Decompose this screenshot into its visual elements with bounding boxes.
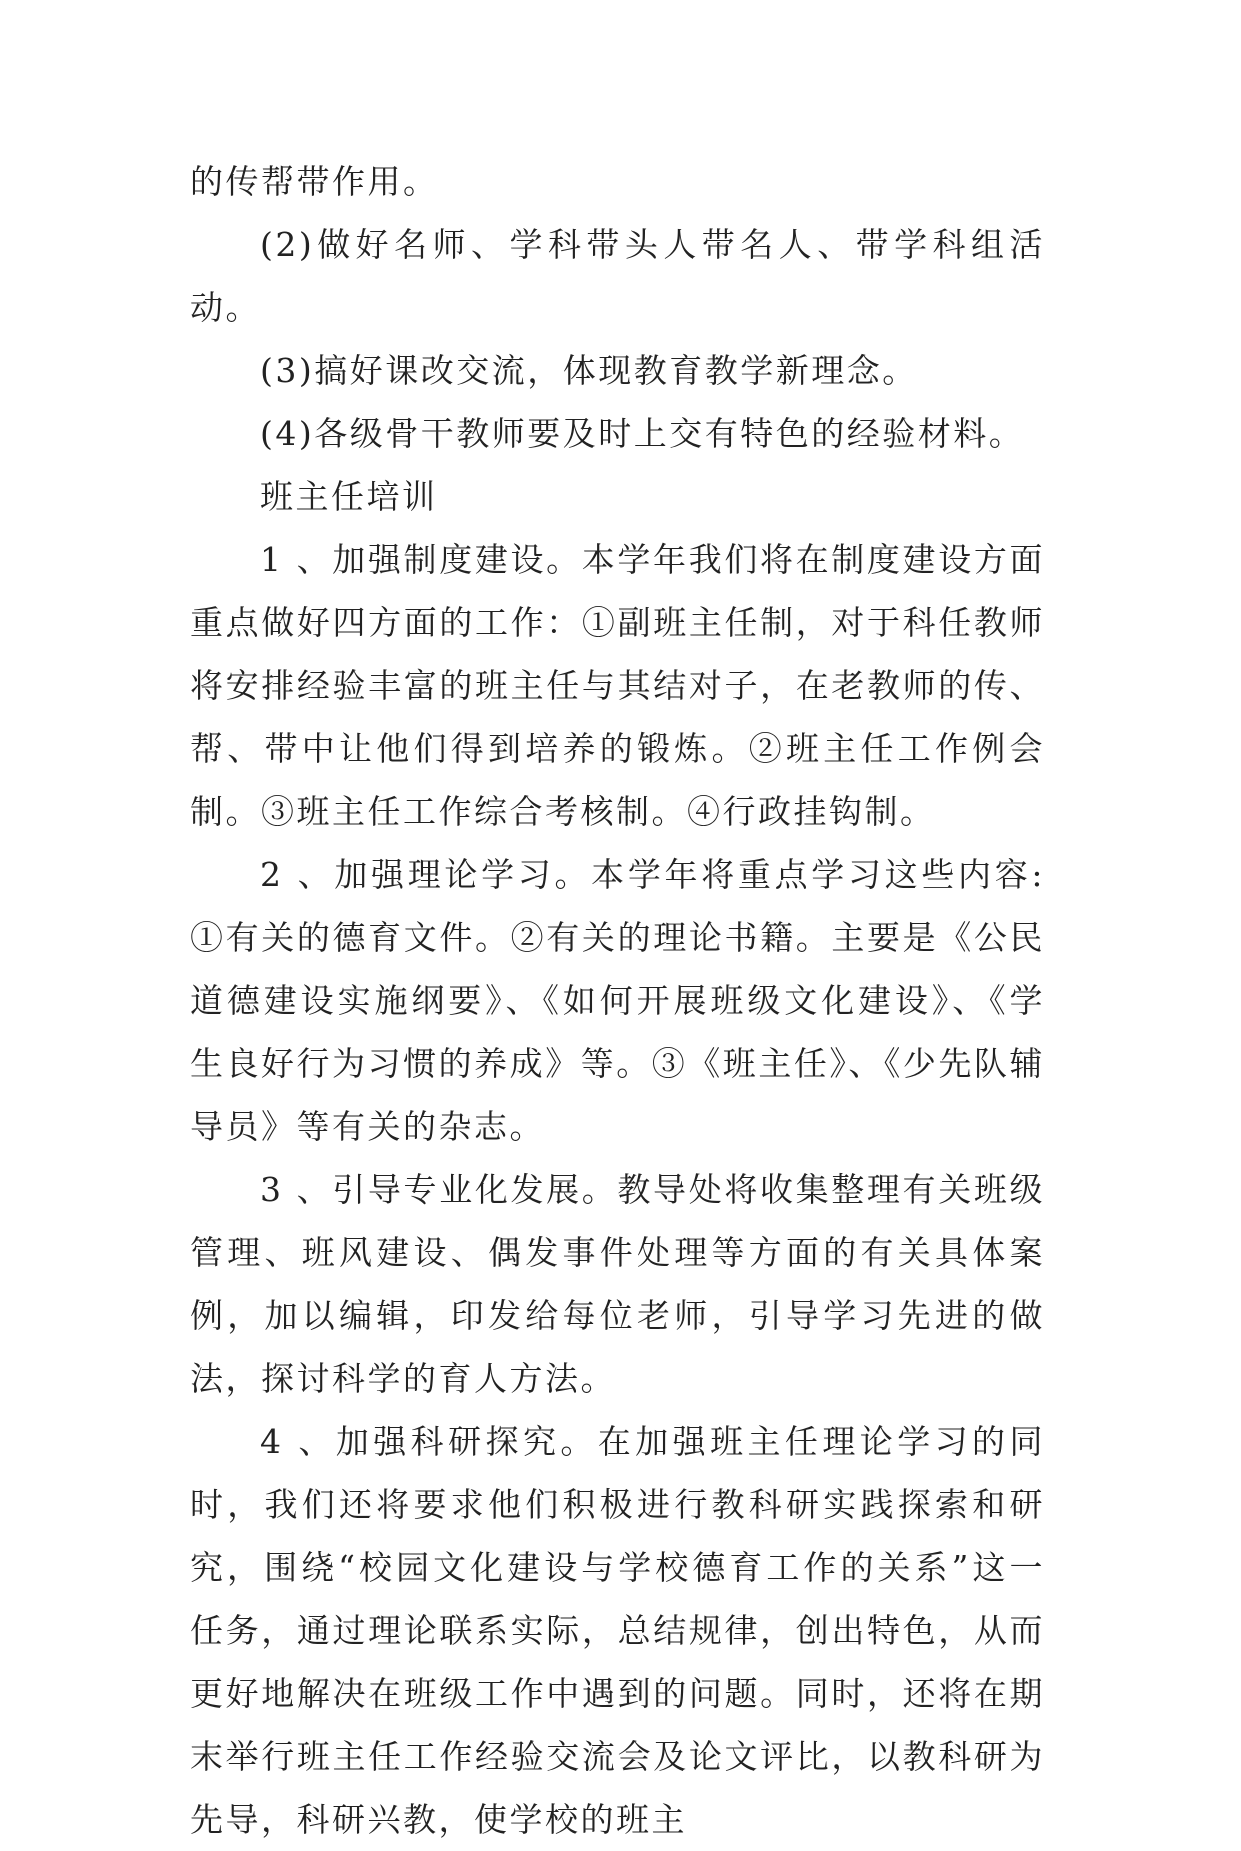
paragraph-item-3: (3)搞好课改交流，体现教育教学新理念。 xyxy=(260,351,918,390)
document-body xyxy=(190,150,1045,1851)
paragraph-item-4: (4)各级骨干教师要及时上交有特色的经验材料。 xyxy=(260,414,1025,453)
paragraph-item-2: (2)做好名师、学科带头人带名人、带学科组活动。 xyxy=(190,225,1045,327)
paragraph-continuation: 的传帮带作用。 xyxy=(190,162,439,201)
paragraph-research: 4 、加强科研探究。在加强班主任理论学习的同时，我们还将要求他们积极进行教科研实践探索和研究，围绕“校园文化建设与学校德育工作的关系”这一任务，通过理论联系实际，总结规律，创出特色，从而更好地解决在班级工作中遇到的问题。同时，还将在期末举行班主任工作经验交流会及论文评比，以教科研为先导，科研兴教，使学校的班主 xyxy=(190,1422,1045,1839)
paragraph-system-building: 1 、加强制度建设。本学年我们将在制度建设方面重点做好四方面的工作：①副班主任制，对于科任教师将安排经验丰富的班主任与其结对子，在老教师的传、帮、带中让他们得到培养的锻炼。②班主任工作例会制。③班主任工作综合考核制。④行政挂钩制。 xyxy=(190,540,1045,831)
section-heading: 班主任培训 xyxy=(260,477,438,516)
paragraph-theory-study: 2 、加强理论学习。本学年将重点学习这些内容: ①有关的德育文件。②有关的理论书籍。主要是《公民道德建设实施纲要》、《如何开展班级文化建设》、《学生良好行为习惯的养成》等。③《班主任》、《少先队辅导员》等有关的杂志。 xyxy=(190,855,1045,1146)
paragraph-professional-development: 3 、引导专业化发展。教导处将收集整理有关班级管理、班风建设、偶发事件处理等方面的有关具体案例，加以编辑，印发给每位老师，引导学习先进的做法，探讨科学的育人方法。 xyxy=(190,1170,1045,1398)
